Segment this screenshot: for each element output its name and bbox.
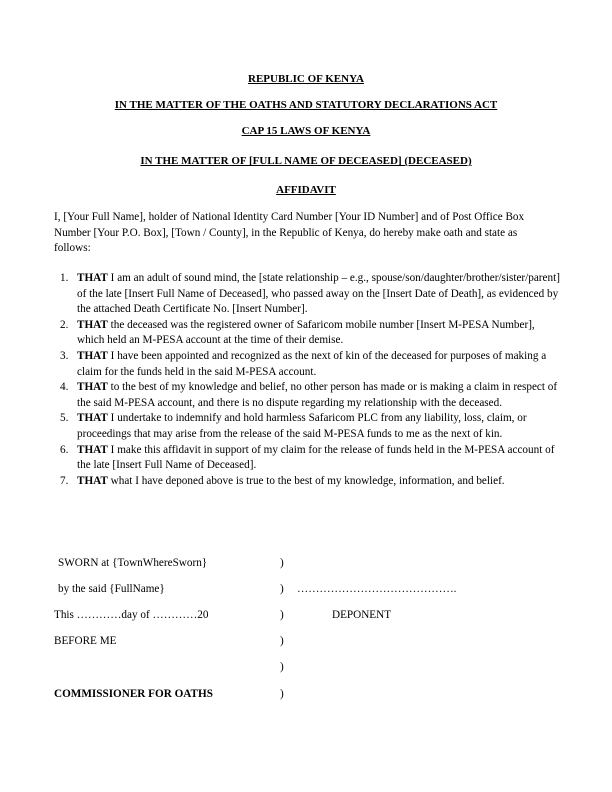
clause-item	[54, 349, 564, 380]
heading-affidavit: AFFIDAVIT	[276, 184, 336, 196]
clause-number: 7.	[60, 474, 69, 487]
clause-keyword: THAT	[77, 318, 108, 331]
bracket: )	[280, 609, 284, 621]
clause-text: what I have deponed above is true to the best of my knowledge, information, and belief.	[107, 474, 505, 487]
clause-keyword: THAT	[77, 474, 108, 487]
signature-line: …………………………………….	[297, 583, 457, 595]
heading-republic: REPUBLIC OF KENYA	[248, 73, 364, 85]
clause-keyword: THAT	[77, 272, 108, 284]
clause-number: 6.	[60, 443, 69, 456]
bracket: )	[280, 583, 284, 595]
clause-item	[54, 318, 564, 349]
bracket: )	[280, 688, 284, 700]
clause-text: to the best of my knowledge and belief, no other person has made or is making a claim in respect of the said M-PESA account, and there is no dispute regarding my relationship with the deceased.	[77, 381, 558, 409]
clause-keyword: THAT	[77, 412, 108, 425]
clause-text: I undertake to indemnify and hold harmless Safaricom PLC from any liability, loss, claim, or proceedings that may arise from the release of the said M-PESA funds to me as the next of kin.	[77, 412, 527, 440]
bracket: )	[280, 635, 284, 647]
clause-number: 2.	[60, 318, 69, 331]
intro-paragraph: I, [Your Full Name], holder of National Identity Card Number [Your ID Number] and of Post Office Box Number [Your P.O. Box], [Town / County], in the Republic of Kenya, do hereby make oath and state as follows:	[54, 211, 525, 255]
clause-keyword: THAT	[77, 349, 108, 362]
clause-text: I make this affidavit in support of my claim for the release of funds held in the M-PESA account of the late [Insert Full Name of Deceased].	[77, 443, 555, 472]
clause-item	[54, 271, 564, 318]
commissioner-label: COMMISSIONER FOR OATHS	[54, 688, 213, 700]
clause-item	[54, 474, 564, 490]
clause-item	[54, 411, 564, 442]
clause-number: 1.	[60, 272, 69, 284]
bracket: )	[280, 661, 284, 673]
heading-deceased: IN THE MATTER OF [FULL NAME OF DECEASED] (DECEASED)	[140, 155, 472, 167]
by-the-said-label: by the said {FullName}	[58, 583, 165, 595]
clause-keyword: THAT	[77, 381, 108, 394]
date-line: This …………day of …………20	[54, 609, 209, 621]
clause-keyword: THAT	[77, 443, 108, 456]
clause-number: 3.	[60, 349, 69, 362]
clause-text: I have been appointed and recognized as the next of kin of the deceased for purposes of making a claim for the funds held in the said M-PESA account.	[77, 349, 547, 378]
bracket: )	[280, 557, 284, 569]
sworn-at-label: SWORN at {TownWhereSworn}	[58, 557, 208, 569]
clauses-list	[54, 271, 564, 489]
clause-item	[54, 380, 564, 411]
heading-oaths-act: IN THE MATTER OF THE OATHS AND STATUTORY DECLARATIONS ACT	[114, 99, 498, 111]
clause-item	[54, 443, 564, 474]
heading-cap15: CAP 15 LAWS OF KENYA	[241, 125, 371, 137]
before-me-label: BEFORE ME	[54, 635, 117, 647]
clause-number: 5.	[60, 412, 69, 425]
clause-text: the deceased was the registered owner of Safaricom mobile number [Insert M-PESA Number], which held an M-PESA account at the time of their demise.	[77, 318, 535, 347]
clause-number: 4.	[60, 381, 69, 394]
deponent-label: DEPONENT	[332, 609, 392, 621]
clause-text: I am an adult of sound mind, the [state relationship – e.g., spouse/son/daughter/brother/sister/parent] of the late [Insert Full Name of Deceased], who passed away on the [Insert Date of Death], as evidenced by the attached Death Certificate No. [Insert Number].	[77, 272, 560, 316]
